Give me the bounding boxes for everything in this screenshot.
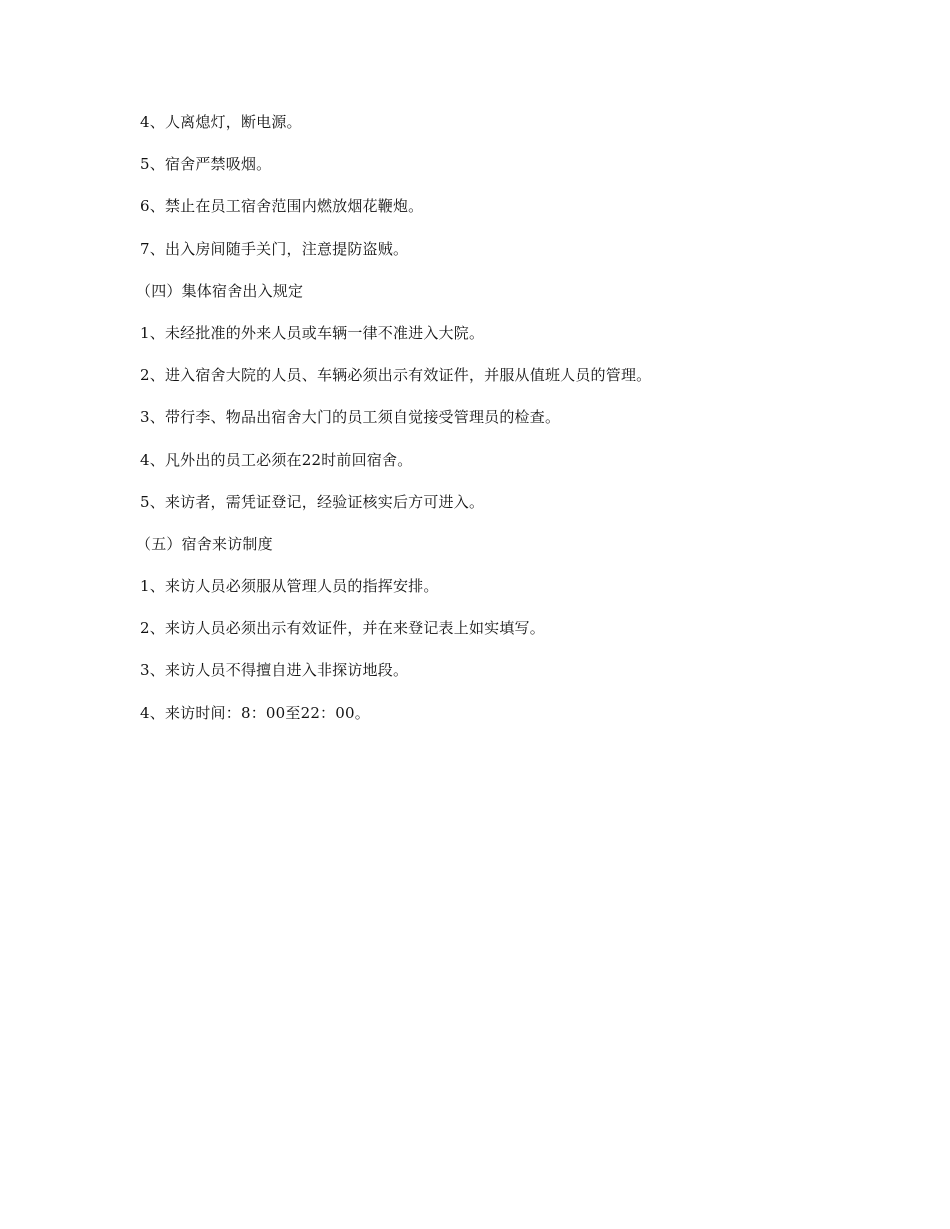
rule-item: 2、来访人员必须出示有效证件，并在来登记表上如实填写。 (140, 619, 545, 638)
rule-item: 4、人离熄灯，断电源。 (140, 113, 302, 131)
section-heading: （四）集体宿舍出入规定 (136, 281, 304, 300)
rule-item: 3、来访人员不得擅自进入非探访地段。 (140, 661, 409, 680)
rule-item: 1、未经批准的外来人员或车辆一律不准进入大院。 (140, 323, 485, 342)
rule-item: 6、禁止在员工宿舍范围内燃放烟花鞭炮。 (140, 197, 424, 216)
rule-item: 5、宿舍严禁吸烟。 (140, 155, 272, 174)
rule-item: 1、来访人员必须服从管理人员的指挥安排。 (140, 577, 439, 596)
rule-item: 3、带行李、物品出宿舍大门的员工须自觉接受管理员的检查。 (140, 408, 561, 427)
rule-item: 7、出入房间随手关门，注意提防盗贼。 (140, 239, 409, 258)
rule-item: 4、凡外出的员工必须在22时前回宿舍。 (140, 450, 413, 469)
document-body (136, 112, 820, 745)
rule-item: 2、进入宿舍大院的人员、车辆必须出示有效证件，并服从值班人员的管理。 (140, 366, 652, 385)
section-heading: （五）宿舍来访制度 (136, 534, 273, 553)
rule-item: 5、来访者，需凭证登记，经验证核实后方可进入。 (140, 492, 485, 511)
rule-item: 4、来访时间：8：00至22：00。 (140, 703, 370, 722)
